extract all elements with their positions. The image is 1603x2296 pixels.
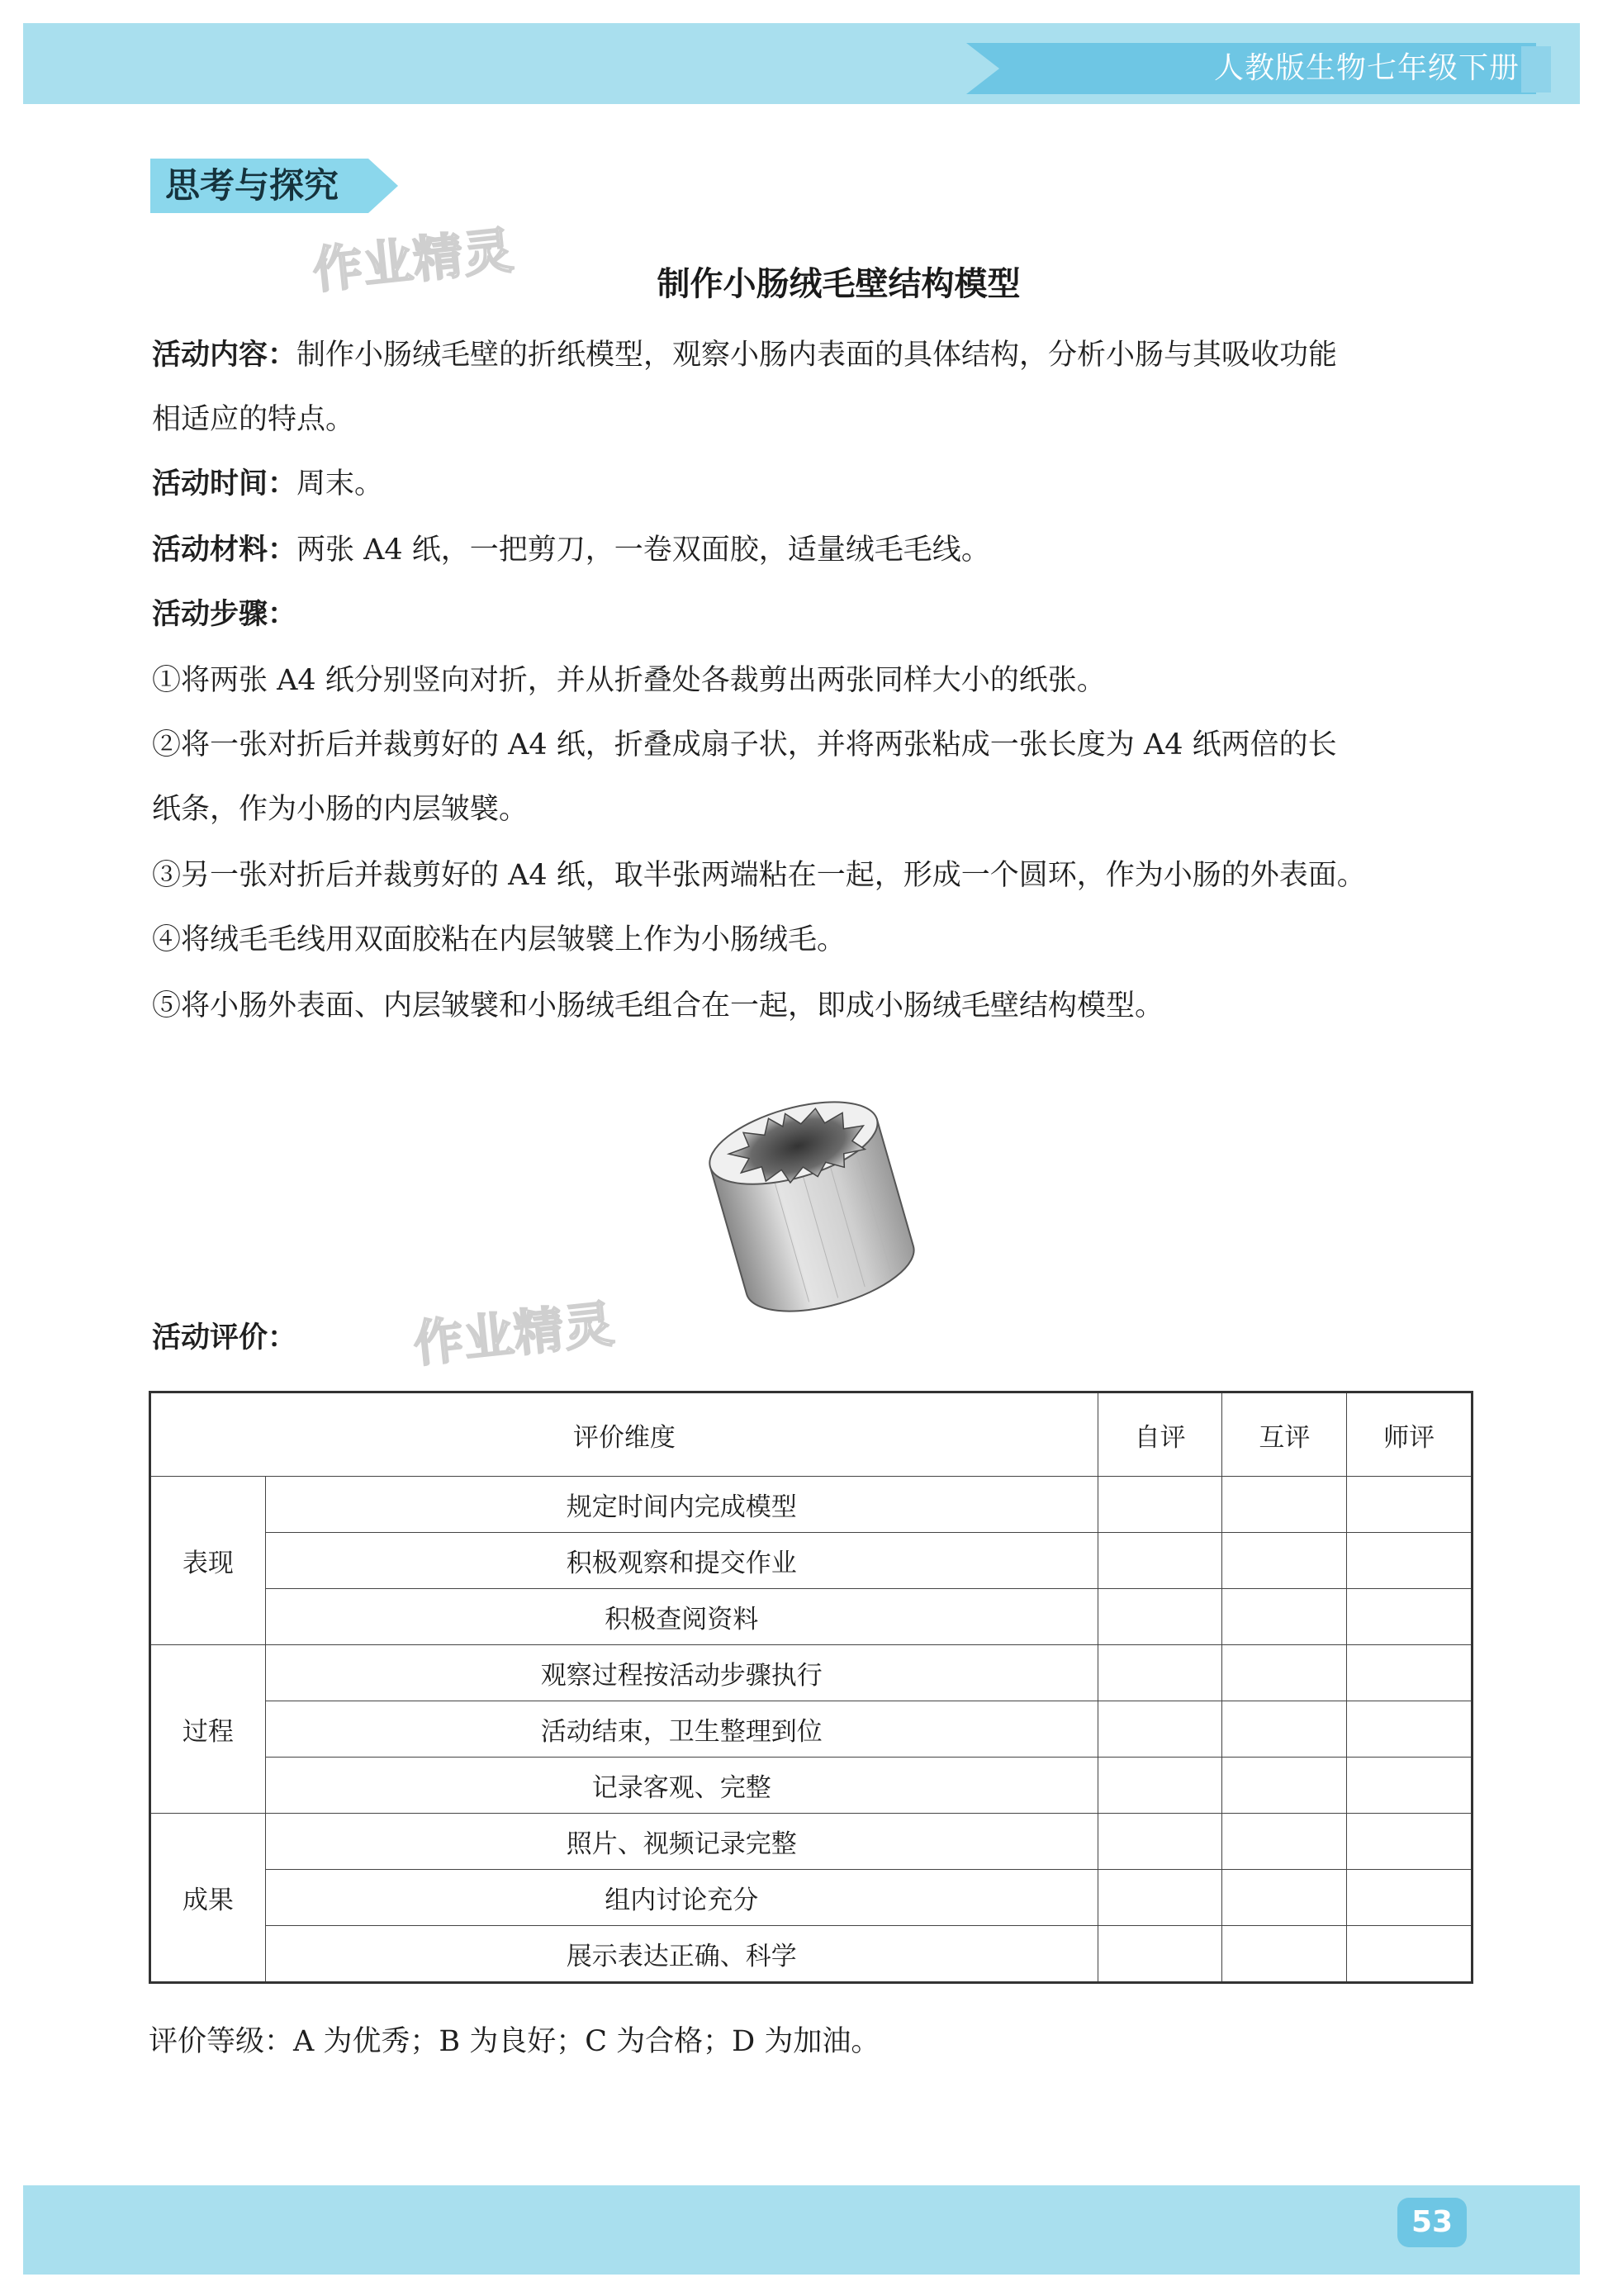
teacher-score-cell — [1347, 1589, 1473, 1645]
peer-score-cell — [1222, 1870, 1347, 1926]
group-label: 成果 — [150, 1814, 266, 1983]
group-label: 过程 — [150, 1645, 266, 1814]
footer-band — [23, 2185, 1580, 2275]
activity-time-value: 周末。 — [296, 467, 384, 500]
activity-evaluation-label: 活动评价： — [152, 1321, 297, 1354]
table-header-row — [150, 1392, 1473, 1477]
table-row — [150, 1589, 1473, 1645]
activity-materials-line — [152, 529, 1473, 572]
self-score-cell — [1098, 1477, 1222, 1533]
self-score-cell — [1098, 1589, 1222, 1645]
step-4: ④将绒毛毛线用双面胶粘在内层皱襞上作为小肠绒毛。 — [152, 923, 847, 956]
activity-content-continuation: 相适应的特点。 — [152, 403, 355, 436]
criterion-cell: 照片、视频记录完整 — [265, 1814, 1098, 1870]
page-number: 53 — [1397, 2198, 1467, 2247]
step-1: ①将两张 A4 纸分别竖向对折，并从折叠处各裁剪出两张同样大小的纸张。 — [152, 664, 1106, 697]
activity-time-line — [152, 463, 1473, 505]
book-title: 人教版生物七年级下册 — [1213, 51, 1520, 85]
table-row — [150, 1701, 1473, 1758]
peer-score-cell — [1222, 1533, 1347, 1589]
table-row — [150, 1645, 1473, 1701]
criterion-cell: 积极观察和提交作业 — [265, 1533, 1098, 1589]
intestinal-villi-model-illustration — [690, 1078, 937, 1317]
criterion-cell: 观察过程按活动步骤执行 — [265, 1645, 1098, 1701]
peer-score-cell — [1222, 1589, 1347, 1645]
self-score-cell — [1098, 1645, 1222, 1701]
activity-time-label: 活动时间： — [152, 467, 297, 500]
step-5: ⑤将小肠外表面、内层皱襞和小肠绒毛组合在一起，即成小肠绒毛壁结构模型。 — [152, 989, 1164, 1022]
table-row — [150, 1926, 1473, 1983]
teacher-score-cell — [1347, 1758, 1473, 1814]
criterion-cell: 展示表达正确、科学 — [265, 1926, 1098, 1983]
header-teacher: 师评 — [1347, 1392, 1473, 1477]
self-score-cell — [1098, 1758, 1222, 1814]
teacher-score-cell — [1347, 1814, 1473, 1870]
criterion-cell: 记录客观、完整 — [265, 1758, 1098, 1814]
teacher-score-cell — [1347, 1870, 1473, 1926]
self-score-cell — [1098, 1870, 1222, 1926]
table-row — [150, 1477, 1473, 1533]
section-tag-label: 思考与探究 — [165, 165, 339, 206]
criterion-cell: 组内讨论充分 — [265, 1870, 1098, 1926]
teacher-score-cell — [1347, 1477, 1473, 1533]
step-2-continuation: 纸条，作为小肠的内层皱襞。 — [152, 793, 529, 826]
criterion-cell: 规定时间内完成模型 — [265, 1477, 1098, 1533]
step-2: ②将一张对折后并裁剪好的 A4 纸，折叠成扇子状，并将两张粘成一张长度为 A4 纸两倍的长 — [152, 728, 1337, 761]
peer-score-cell — [1222, 1758, 1347, 1814]
peer-score-cell — [1222, 1701, 1347, 1758]
activity-content-text: 制作小肠绒毛壁的折纸模型，观察小肠内表面的具体结构，分析小肠与其吸收功能 — [296, 339, 1338, 372]
self-score-cell — [1098, 1926, 1222, 1983]
self-score-cell — [1098, 1701, 1222, 1758]
watermark: 作业精灵 — [310, 221, 517, 301]
table-row — [150, 1758, 1473, 1814]
header-dimension: 评价维度 — [150, 1392, 1098, 1477]
activity-steps-label: 活动步骤： — [152, 598, 297, 631]
activity-content-line — [152, 334, 1473, 377]
self-score-cell — [1098, 1814, 1222, 1870]
self-score-cell — [1098, 1533, 1222, 1589]
header-peer: 互评 — [1222, 1392, 1347, 1477]
teacher-score-cell — [1347, 1701, 1473, 1758]
peer-score-cell — [1222, 1645, 1347, 1701]
teacher-score-cell — [1347, 1645, 1473, 1701]
activity-content-label: 活动内容： — [152, 339, 297, 372]
page-title: 制作小肠绒毛壁结构模型 — [657, 265, 1021, 303]
group-label: 表现 — [150, 1477, 266, 1645]
teacher-score-cell — [1347, 1926, 1473, 1983]
teacher-score-cell — [1347, 1533, 1473, 1589]
criterion-cell: 活动结束，卫生整理到位 — [265, 1701, 1098, 1758]
header-accent-block — [1521, 46, 1551, 93]
activity-materials-value: 两张 A4 纸，一把剪刀，一卷双面胶，适量绒毛毛线。 — [296, 534, 990, 567]
table-row — [150, 1814, 1473, 1870]
header-self: 自评 — [1098, 1392, 1222, 1477]
peer-score-cell — [1222, 1926, 1347, 1983]
peer-score-cell — [1222, 1814, 1347, 1870]
activity-materials-label: 活动材料： — [152, 534, 297, 567]
grading-note: 评价等级：A 为优秀；B 为良好；C 为合格；D 为加油。 — [149, 2025, 880, 2058]
criterion-cell: 积极查阅资料 — [265, 1589, 1098, 1645]
evaluation-table — [149, 1391, 1473, 1984]
watermark: 作业精灵 — [410, 1295, 618, 1374]
step-3: ③另一张对折后并裁剪好的 A4 纸，取半张两端粘在一起，形成一个圆环，作为小肠的外表面。 — [152, 859, 1366, 892]
peer-score-cell — [1222, 1477, 1347, 1533]
table-row — [150, 1870, 1473, 1926]
table-row — [150, 1533, 1473, 1589]
